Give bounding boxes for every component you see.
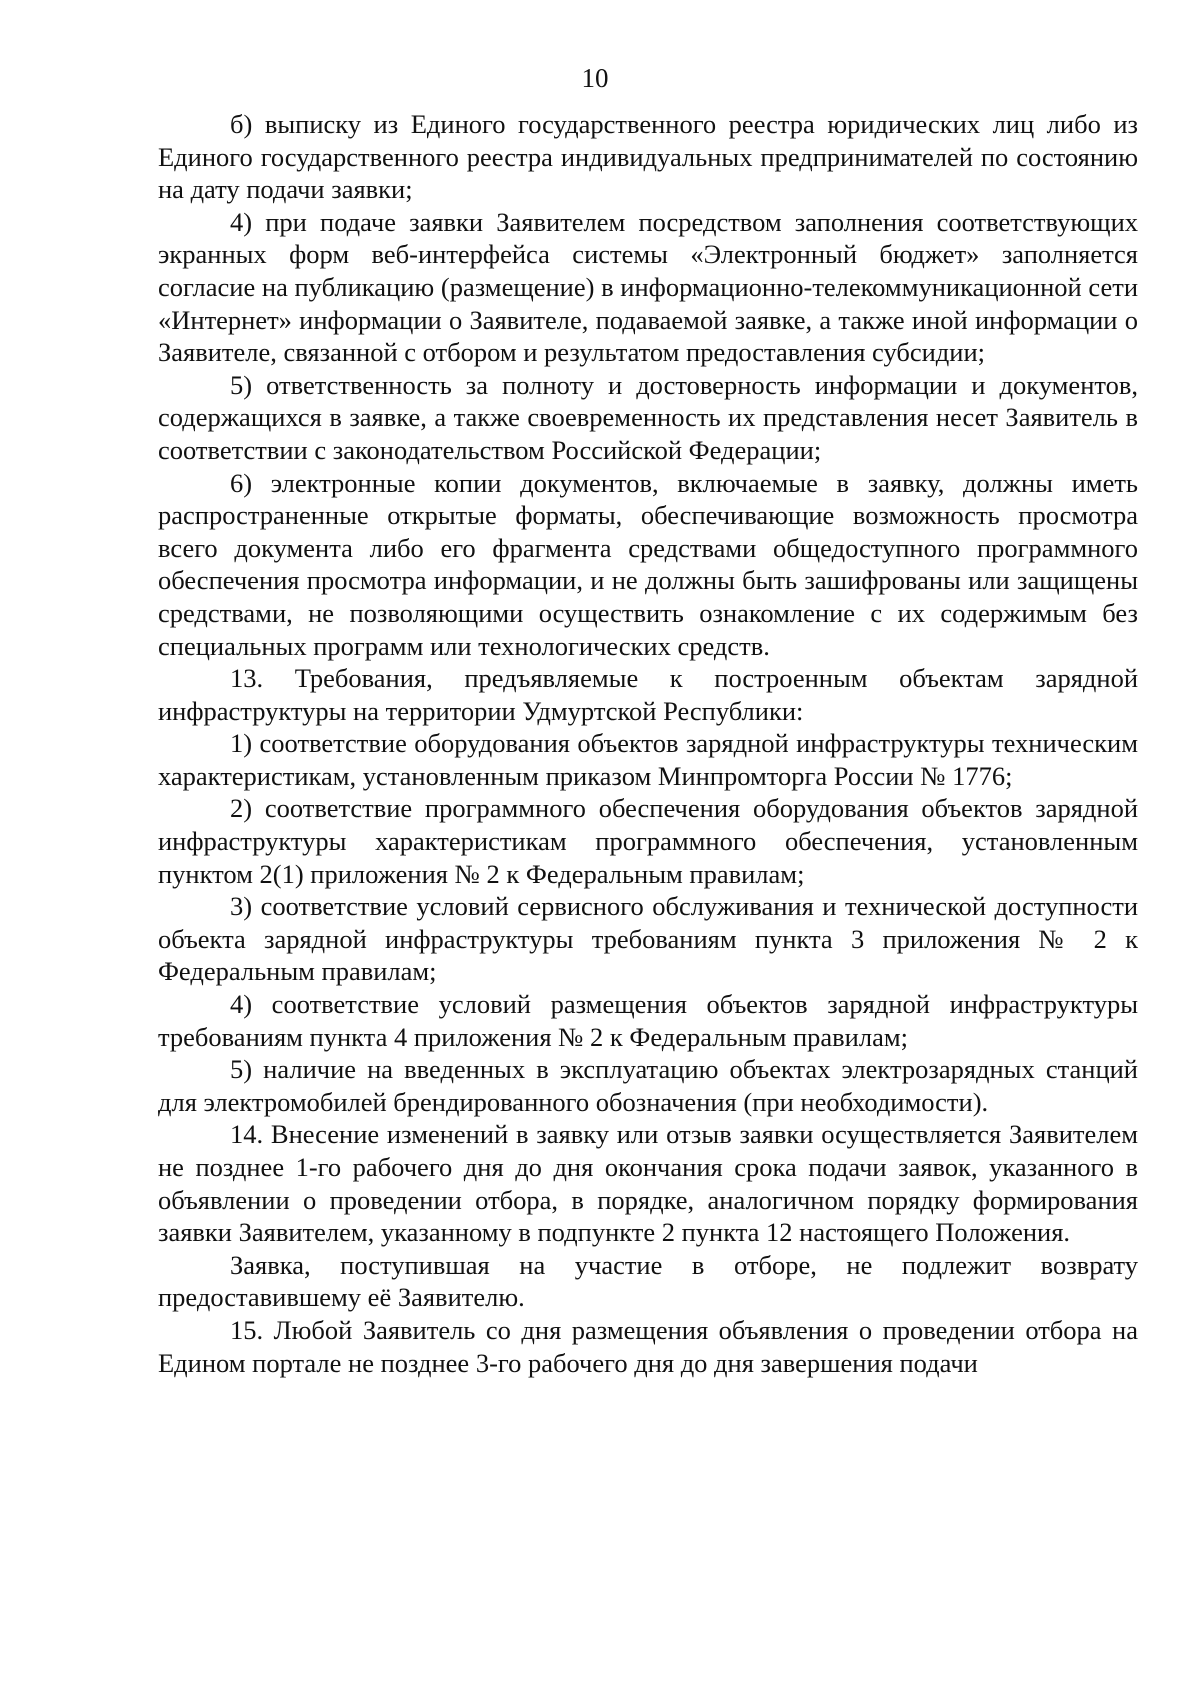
paragraph-15-start: 15. Любой Заявитель со дня размещения объявления о проведении отбора на Едином портале не позднее 3-го рабочего дня до дня завершения подачи xyxy=(158,1314,1138,1378)
paragraph-13-2: 2) соответствие программного обеспечения оборудования объектов зарядной инфраструктуры характеристикам программного обеспечения, установленным пунктом 2(1) приложения № 2 к Федеральным правилам; xyxy=(158,793,1138,889)
paragraph-13-1: 1) соответствие оборудования объектов зарядной инфраструктуры техническим характеристикам, установленным приказом Минпромторга России № 1776; xyxy=(158,728,1138,791)
paragraph-6-electronic-copies: 6) электронные копии документов, включаемые в заявку, должны иметь распространенные открытые форматы, обеспечивающие возможность просмотра всего документа либо его фрагмента средствами общедоступного программного обеспечения просмотра информации, и не должны быть зашифрованы или защищены средствами, не позволяющими осуществить ознакомление с их содержимым без специальных программ или технологических средств. xyxy=(158,467,1138,661)
paragraph-13-3: 3) соответствие условий сервисного обслуживания и технической доступности объекта зарядной инфраструктуры требованиям пункта 3 приложения № 2 к Федеральным правилам; xyxy=(158,891,1138,987)
paragraph-5-responsibility: 5) ответственность за полноту и достоверность информации и документов, содержащихся в заявке, а также своевременность их представления несет Заявитель в соответствии с законодательством Российской Федерации; xyxy=(158,369,1138,465)
page-number: 10 xyxy=(581,63,609,93)
document-body xyxy=(158,108,1138,1379)
paragraph-13-4: 4) соответствие условий размещения объектов зарядной инфраструктуры требованиям пункта 4 приложения № 2 к Федеральным правилам; xyxy=(158,989,1138,1052)
paragraph-14-changes: 14. Внесение изменений в заявку или отзыв заявки осуществляется Заявителем не позднее 1-го рабочего дня до дня окончания срока подачи заявок, указанного в объявлении о проведении отбора, в порядке, аналогичном порядку формирования заявки Заявителем, указанному в подпункте 2 пункта 12 настоящего Положения. xyxy=(158,1119,1138,1248)
paragraph-13-5: 5) наличие на введенных в эксплуатацию объектах электрозарядных станций для электромобилей брендированного обозначения (при необходимости). xyxy=(158,1054,1138,1117)
paragraph-4-consent: 4) при подаче заявки Заявителем посредством заполнения соответствующих экранных форм веб-интерфейса системы «Электронный бюджет» заполняется согласие на публикацию (размещение) в информационно-телекоммуникационной сети «Интернет» информации о Заявителе, подаваемой заявке, а также иной информации о Заявителе, связанной с отбором и результатом предоставления субсидии; xyxy=(158,206,1138,368)
paragraph-13-requirements: 13. Требования, предъявляемые к построенным объектам зарядной инфраструктуры на территории Удмуртской Республики: xyxy=(158,663,1138,726)
paragraph-application-not-returned: Заявка, поступившая на участие в отборе, не подлежит возврату предоставившему её Заявителю. xyxy=(158,1249,1138,1313)
paragraph-b-extract: б) выписку из Единого государственного реестра юридических лиц либо из Единого государственного реестра индивидуальных предпринимателей по состоянию на дату подачи заявки; xyxy=(158,109,1138,205)
